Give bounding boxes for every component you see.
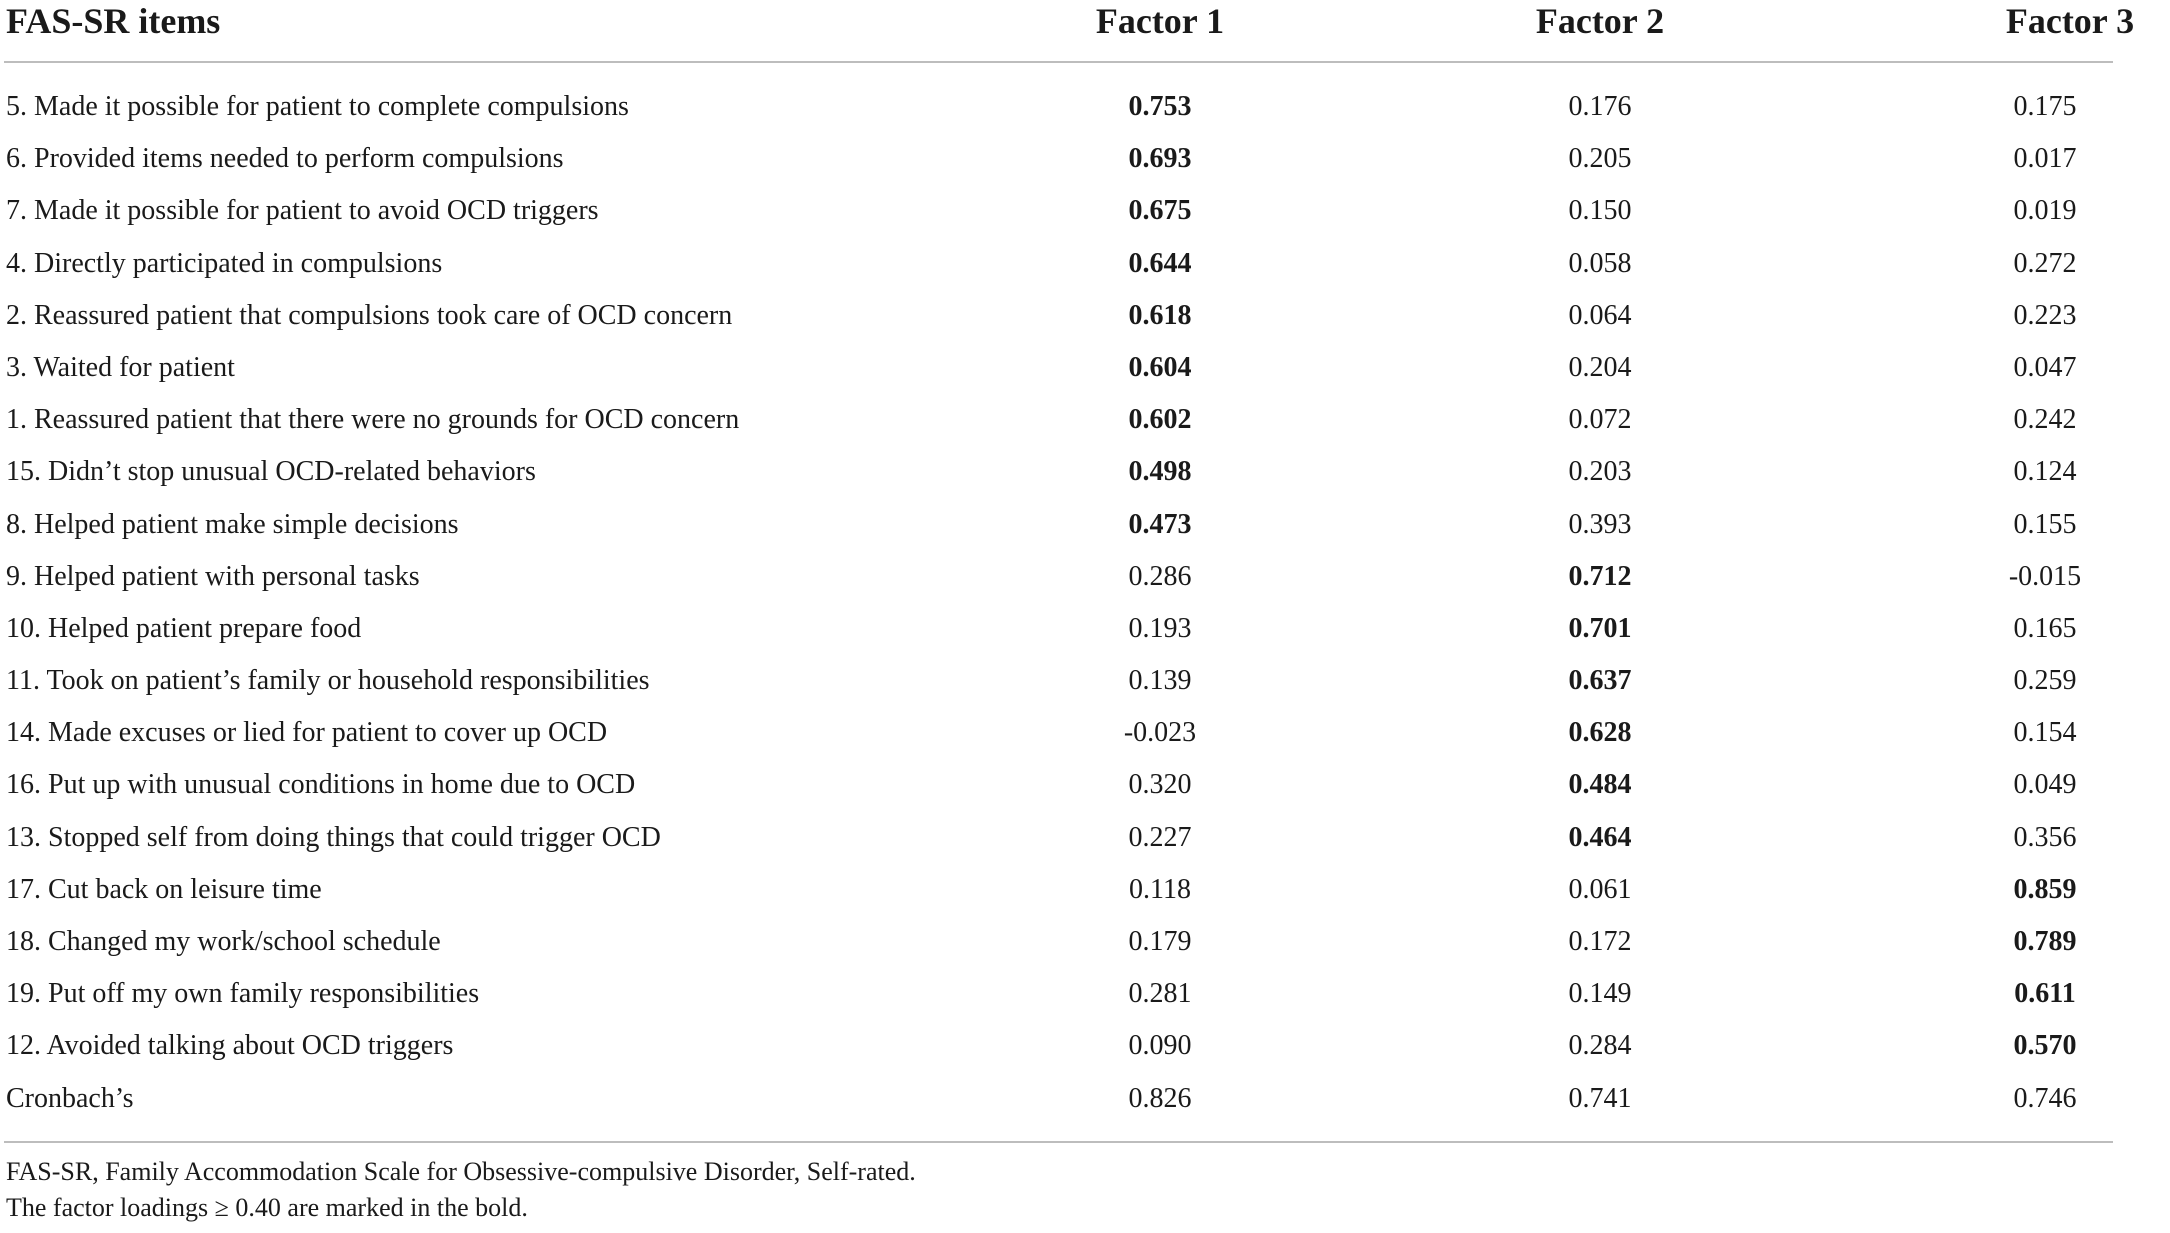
factor-1-cell: 0.139 <box>1128 665 1192 697</box>
header-factor-2: Factor 2 <box>1535 1 1665 41</box>
factor-2-cell: 0.064 <box>1568 299 1632 331</box>
item-cell: 1. Reassured patient that there were no grounds for OCD concern <box>6 404 740 436</box>
item-cell: 16. Put up with unusual conditions in home due to OCD <box>6 769 636 801</box>
table-row <box>0 242 2117 294</box>
factor-1-cell: 0.281 <box>1128 978 1192 1010</box>
factor-2-cell: 0.464 <box>1568 821 1632 853</box>
table-row <box>0 555 2117 607</box>
factor-1-cell: 0.193 <box>1128 612 1192 644</box>
table-row <box>0 659 2117 711</box>
factor-2-cell: 0.393 <box>1568 508 1632 540</box>
factor-3-cell: -0.015 <box>2008 560 2082 592</box>
factor-2-cell: 0.058 <box>1568 247 1632 279</box>
factor-3-cell: 0.049 <box>2013 769 2077 801</box>
table-row <box>0 450 2117 502</box>
factor-1-cell: 0.753 <box>1128 91 1192 122</box>
factor-2-cell: 0.172 <box>1568 926 1632 957</box>
item-cell: 17. Cut back on leisure time <box>6 873 322 905</box>
factor-2-cell: 0.712 <box>1568 560 1632 592</box>
factor-1-cell: 0.602 <box>1128 404 1192 436</box>
header-factor-3: Factor 3 <box>2005 1 2135 41</box>
table-row <box>0 607 2117 659</box>
factor-3-cell: 0.272 <box>2013 247 2077 279</box>
table-body <box>0 85 2117 1129</box>
item-cell: 12. Avoided talking about OCD triggers <box>6 1030 454 1062</box>
factor-2-cell: 0.284 <box>1568 1030 1632 1062</box>
item-cell: 7. Made it possible for patient to avoid OCD triggers <box>6 195 599 227</box>
factor-2-cell: 0.176 <box>1568 91 1632 122</box>
table-row <box>0 398 2117 450</box>
footnote-bold-note: The factor loadings ≥ 0.40 are marked in the bold. <box>6 1193 528 1222</box>
factor-2-cell: 0.149 <box>1568 978 1632 1010</box>
table-row <box>0 1024 2117 1076</box>
factor-3-cell: 0.242 <box>2013 404 2077 436</box>
cronbach-row <box>0 1077 2117 1129</box>
factor-2-cell: 0.072 <box>1568 404 1632 436</box>
factor-1-cell: 0.286 <box>1128 560 1192 592</box>
item-cell: 13. Stopped self from doing things that could trigger OCD <box>6 821 661 853</box>
factor-2-cell: 0.204 <box>1568 351 1632 383</box>
factor-3-cell: 0.223 <box>2013 299 2077 331</box>
item-cell: 3. Waited for patient <box>6 351 235 383</box>
header-factor-1: Factor 1 <box>1095 1 1225 41</box>
factor-1-cell: 0.090 <box>1128 1030 1192 1062</box>
table-row <box>0 503 2117 555</box>
factor-1-cell: 0.498 <box>1128 456 1192 488</box>
item-cell: 5. Made it possible for patient to complete compulsions <box>6 91 629 122</box>
factor-1-cell: 0.693 <box>1128 143 1192 175</box>
factor-3-cell: 0.154 <box>2013 717 2077 749</box>
factor-2-cell: 0.205 <box>1568 143 1632 175</box>
factor-1-cell: -0.023 <box>1123 717 1197 749</box>
factor-1-cell: 0.179 <box>1128 926 1192 957</box>
factor-1-cell: 0.320 <box>1128 769 1192 801</box>
factor-2-cell: 0.203 <box>1568 456 1632 488</box>
item-cell: 18. Changed my work/school schedule <box>6 926 441 957</box>
item-cell: 6. Provided items needed to perform compulsions <box>6 143 564 175</box>
factor-2-cell: 0.637 <box>1568 665 1632 697</box>
factor-3-cell: 0.746 <box>2013 1082 2077 1114</box>
factor-3-cell: 0.789 <box>2013 926 2077 957</box>
table-row <box>0 346 2117 398</box>
item-cell: 10. Helped patient prepare food <box>6 612 362 644</box>
factor-3-cell: 0.570 <box>2013 1030 2077 1062</box>
item-cell: Cronbach’s <box>6 1082 134 1114</box>
factor-2-cell: 0.741 <box>1568 1082 1632 1114</box>
footer-divider <box>4 1141 2113 1143</box>
table-row <box>0 972 2117 1024</box>
header-divider <box>4 61 2113 63</box>
table-row <box>0 920 2117 972</box>
factor-3-cell: 0.175 <box>2013 91 2077 122</box>
factor-1-cell: 0.675 <box>1128 195 1192 227</box>
factor-1-cell: 0.604 <box>1128 351 1192 383</box>
factor-1-cell: 0.473 <box>1128 508 1192 540</box>
item-cell: 11. Took on patient’s family or household responsibilities <box>6 665 650 697</box>
table-row <box>0 137 2117 189</box>
table-row <box>0 711 2117 763</box>
table-header-row <box>0 0 2135 62</box>
factor-3-cell: 0.611 <box>2014 978 2076 1010</box>
table-row <box>0 294 2117 346</box>
table-row <box>0 85 2117 137</box>
factor-1-cell: 0.118 <box>1129 873 1191 905</box>
factor-3-cell: 0.124 <box>2013 456 2077 488</box>
factor-3-cell: 0.259 <box>2013 665 2077 697</box>
table-row <box>0 868 2117 920</box>
factor-2-cell: 0.061 <box>1568 873 1632 905</box>
header-items: FAS-SR items <box>6 1 221 41</box>
factor-3-cell: 0.155 <box>2013 508 2077 540</box>
item-cell: 4. Directly participated in compulsions <box>6 247 443 279</box>
item-cell: 14. Made excuses or lied for patient to cover up OCD <box>6 717 608 749</box>
item-cell: 15. Didn’t stop unusual OCD-related behaviors <box>6 456 536 488</box>
factor-2-cell: 0.628 <box>1568 717 1632 749</box>
item-cell: 2. Reassured patient that compulsions took care of OCD concern <box>6 299 733 331</box>
factor-2-cell: 0.701 <box>1568 612 1632 644</box>
factor-1-cell: 0.644 <box>1128 247 1192 279</box>
item-cell: 9. Helped patient with personal tasks <box>6 560 420 592</box>
factor-1-cell: 0.227 <box>1128 821 1192 853</box>
factor-3-cell: 0.047 <box>2013 351 2077 383</box>
factor-3-cell: 0.859 <box>2013 873 2077 905</box>
table-row <box>0 189 2117 241</box>
footnote-abbreviation: FAS-SR, Family Accommodation Scale for Obsessive-compulsive Disorder, Self-rated. <box>6 1157 916 1186</box>
item-cell: 19. Put off my own family responsibilities <box>6 978 480 1010</box>
factor-2-cell: 0.150 <box>1568 195 1632 227</box>
factor-2-cell: 0.484 <box>1568 769 1632 801</box>
factor-3-cell: 0.019 <box>2013 195 2077 227</box>
factor-3-cell: 0.165 <box>2013 612 2077 644</box>
table-row <box>0 816 2117 868</box>
factor-1-cell: 0.826 <box>1128 1082 1192 1114</box>
item-cell: 8. Helped patient make simple decisions <box>6 508 459 540</box>
table-row <box>0 763 2117 815</box>
factor-1-cell: 0.618 <box>1128 299 1192 331</box>
table-footnotes <box>6 1154 916 1226</box>
factor-3-cell: 0.017 <box>2013 143 2077 175</box>
factor-3-cell: 0.356 <box>2013 821 2077 853</box>
